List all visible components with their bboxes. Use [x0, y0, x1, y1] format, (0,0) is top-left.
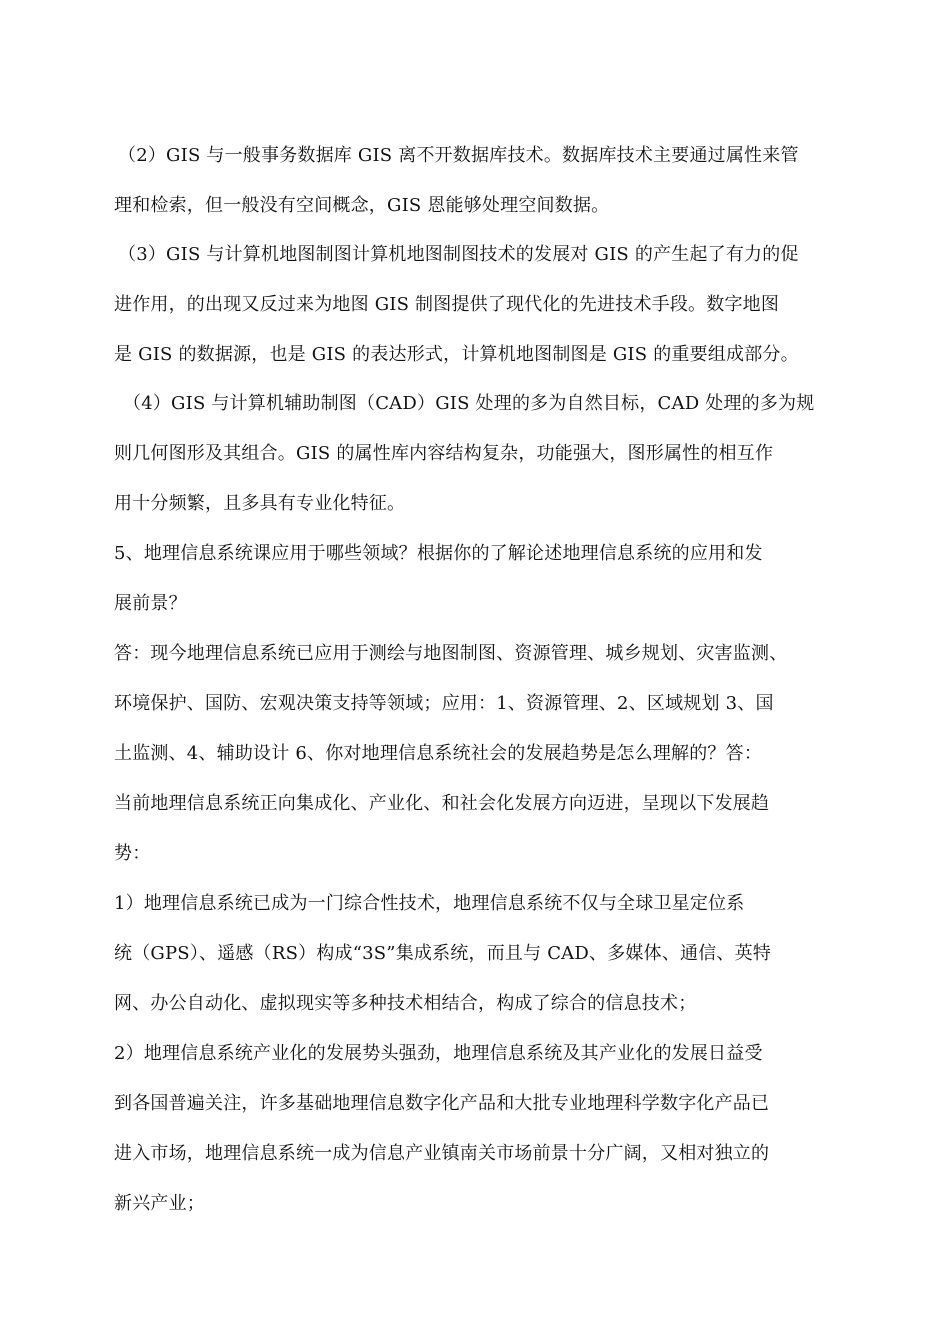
text-line: 2）地理信息系统产业化的发展势头强劲，地理信息系统及其产业化的发展日益受 — [114, 1043, 763, 1064]
question-heading: 5、地理信息系统课应用于哪些领域？根据你的了解论述地理信息系统的应用和发 — [114, 543, 763, 564]
text-line: （2）GIS 与一般事务数据库 GIS 离不开数据库技术。数据库技术主要通过属性来管 — [118, 145, 799, 166]
text-line: 用十分频繁，且多具有专业化特征。 — [114, 493, 406, 514]
text-line: （4）GIS 与计算机辅助制图（CAD）GIS 处理的多为自然目标，CAD 处理的多为规 — [123, 393, 815, 414]
text-line: 统（GPS）、遥感（RS）构成“3S”集成系统，而且与 CAD、多媒体、通信、英特 — [114, 943, 772, 964]
text-line: 是 GIS 的数据源，也是 GIS 的表达形式，计算机地图制图是 GIS 的重要组成部分。 — [114, 344, 799, 365]
text-line: 势： — [114, 843, 151, 864]
text-line: 展前景？ — [114, 593, 187, 614]
text-line: 土监测、4、辅助设计 6、你对地理信息系统社会的发展趋势是怎么理解的？答： — [114, 743, 763, 764]
text-line: 新兴产业； — [114, 1193, 205, 1214]
text-line: 网、办公自动化、虚拟现实等多种技术相结合，构成了综合的信息技术； — [114, 993, 697, 1014]
text-line: 则几何图形及其组合。GIS 的属性库内容结构复杂，功能强大，图形属性的相互作 — [114, 443, 774, 464]
answer-line: 答：现今地理信息系统已应用于测绘与地图制图、资源管理、城乡规划、灾害监测、 — [114, 643, 788, 664]
text-line: 环境保护、国防、宏观决策支持等领域；应用：1、资源管理、2、区域规划 3、国 — [114, 693, 774, 714]
text-line: 进作用，的出现又反过来为地图 GIS 制图提供了现代化的先进技术手段。数字地图 — [114, 294, 780, 315]
text-line: 理和检索，但一般没有空间概念，GIS 恩能够处理空间数据。 — [114, 195, 610, 216]
text-line: 到各国普遍关注，许多基础地理信息数字化产品和大批专业地理科学数字化产品已 — [114, 1093, 770, 1114]
text-line: 1）地理信息系统已成为一门综合性技术，地理信息系统不仅与全球卫星定位系 — [114, 893, 745, 914]
text-line: 当前地理信息系统正向集成化、产业化、和社会化发展方向迈进，呈现以下发展趋 — [114, 793, 770, 814]
text-line: 进入市场，地理信息系统一成为信息产业镇南关市场前景十分广阔，又相对独立的 — [114, 1143, 770, 1164]
text-line: （3）GIS 与计算机地图制图计算机地图制图技术的发展对 GIS 的产生起了有力的促 — [118, 244, 799, 265]
